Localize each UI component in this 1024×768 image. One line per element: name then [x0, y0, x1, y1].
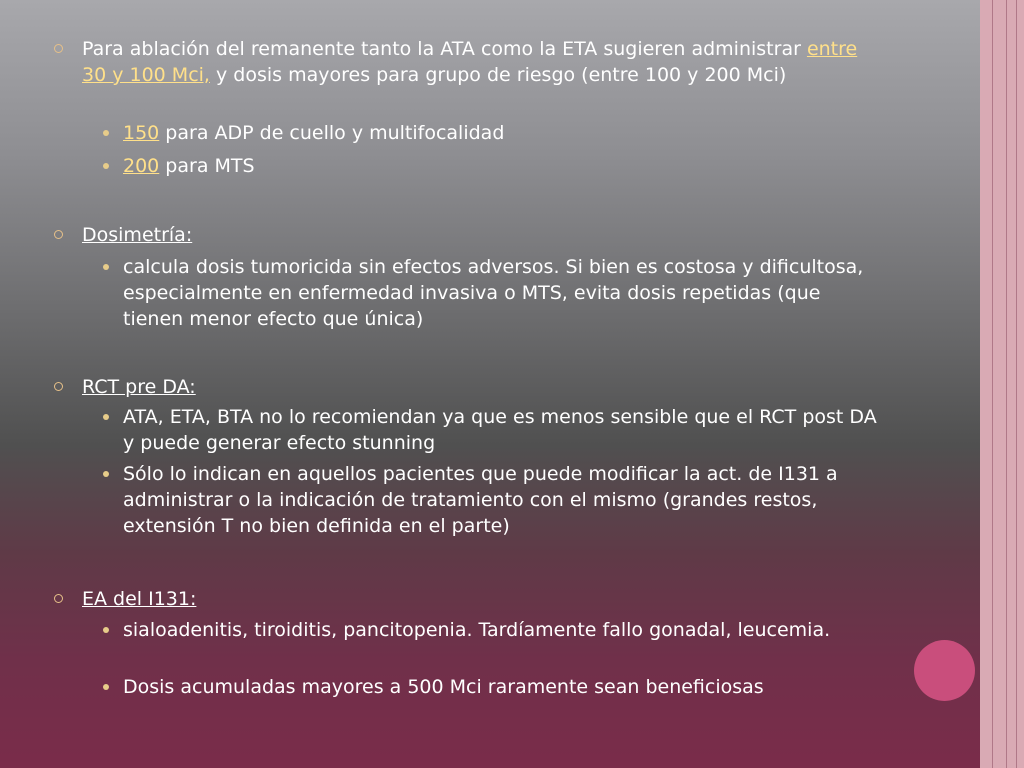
dose-200-text: para MTS	[159, 155, 255, 177]
sub-bullet-icon	[103, 471, 109, 477]
bullet-icon	[54, 230, 63, 239]
sub-bullet-rct-1: ATA, ETA, BTA no lo recomiendan ya que es menos sensible que el RCT post DA y puede generar efecto stunning	[123, 406, 877, 454]
bullet-icon	[54, 44, 63, 53]
heading-rct	[82, 374, 882, 400]
sub-bullet-icon	[103, 414, 109, 420]
heading-rct-text: RCT pre DA:	[82, 376, 196, 398]
heading-dosimetria-text: Dosimetría:	[82, 224, 193, 246]
bullet-icon	[54, 382, 63, 391]
heading-ea	[82, 586, 882, 612]
ablation-dose-highlight: entre 30 y 100 Mci,	[82, 38, 858, 86]
bullet-icon	[54, 594, 63, 603]
sub-bullet-icon	[103, 264, 109, 270]
sub-bullet-ea-2: Dosis acumuladas mayores a 500 Mci raramente sean beneficiosas	[123, 676, 764, 698]
bullet-ablation	[82, 36, 882, 88]
sub-bullet-200	[123, 153, 883, 179]
sub-bullet-icon	[103, 684, 109, 690]
sub-bullet-icon	[103, 163, 109, 169]
ablation-text-after: y dosis mayores para grupo de riesgo (entre 100 y 200 Mci)	[209, 64, 787, 86]
sub-bullet-rct-2: Sólo lo indican en aquellos pacientes que puede modificar la act. de I131 a administrar o la indicación de tratamiento con el mismo (grandes restos, extensión T no bien definida en el parte)	[123, 463, 838, 537]
sub-bullet-150	[123, 120, 883, 146]
sub-bullet-ea-1: sialoadenitis, tiroiditis, pancitopenia. Tardíamente fallo gonadal, leucemia.	[123, 619, 831, 641]
heading-ea-text: EA del I131:	[82, 588, 197, 610]
dose-150-highlight: 150	[123, 122, 160, 144]
sub-bullet-icon	[103, 627, 109, 633]
dose-200-highlight: 200	[123, 155, 160, 177]
sub-bullet-dosimetria: calcula dosis tumoricida sin efectos adversos. Si bien es costosa y dificultosa, especialmente en enfermedad invasiva o MTS, evita dosis repetidas (que tienen menor efecto que única)	[123, 256, 864, 330]
ablation-text-before: Para ablación del remanente tanto la ATA como la ETA sugieren administrar	[82, 38, 807, 60]
sub-bullet-icon	[103, 130, 109, 136]
dose-150-text: para ADP de cuello y multifocalidad	[159, 122, 505, 144]
heading-dosimetria	[82, 222, 882, 248]
